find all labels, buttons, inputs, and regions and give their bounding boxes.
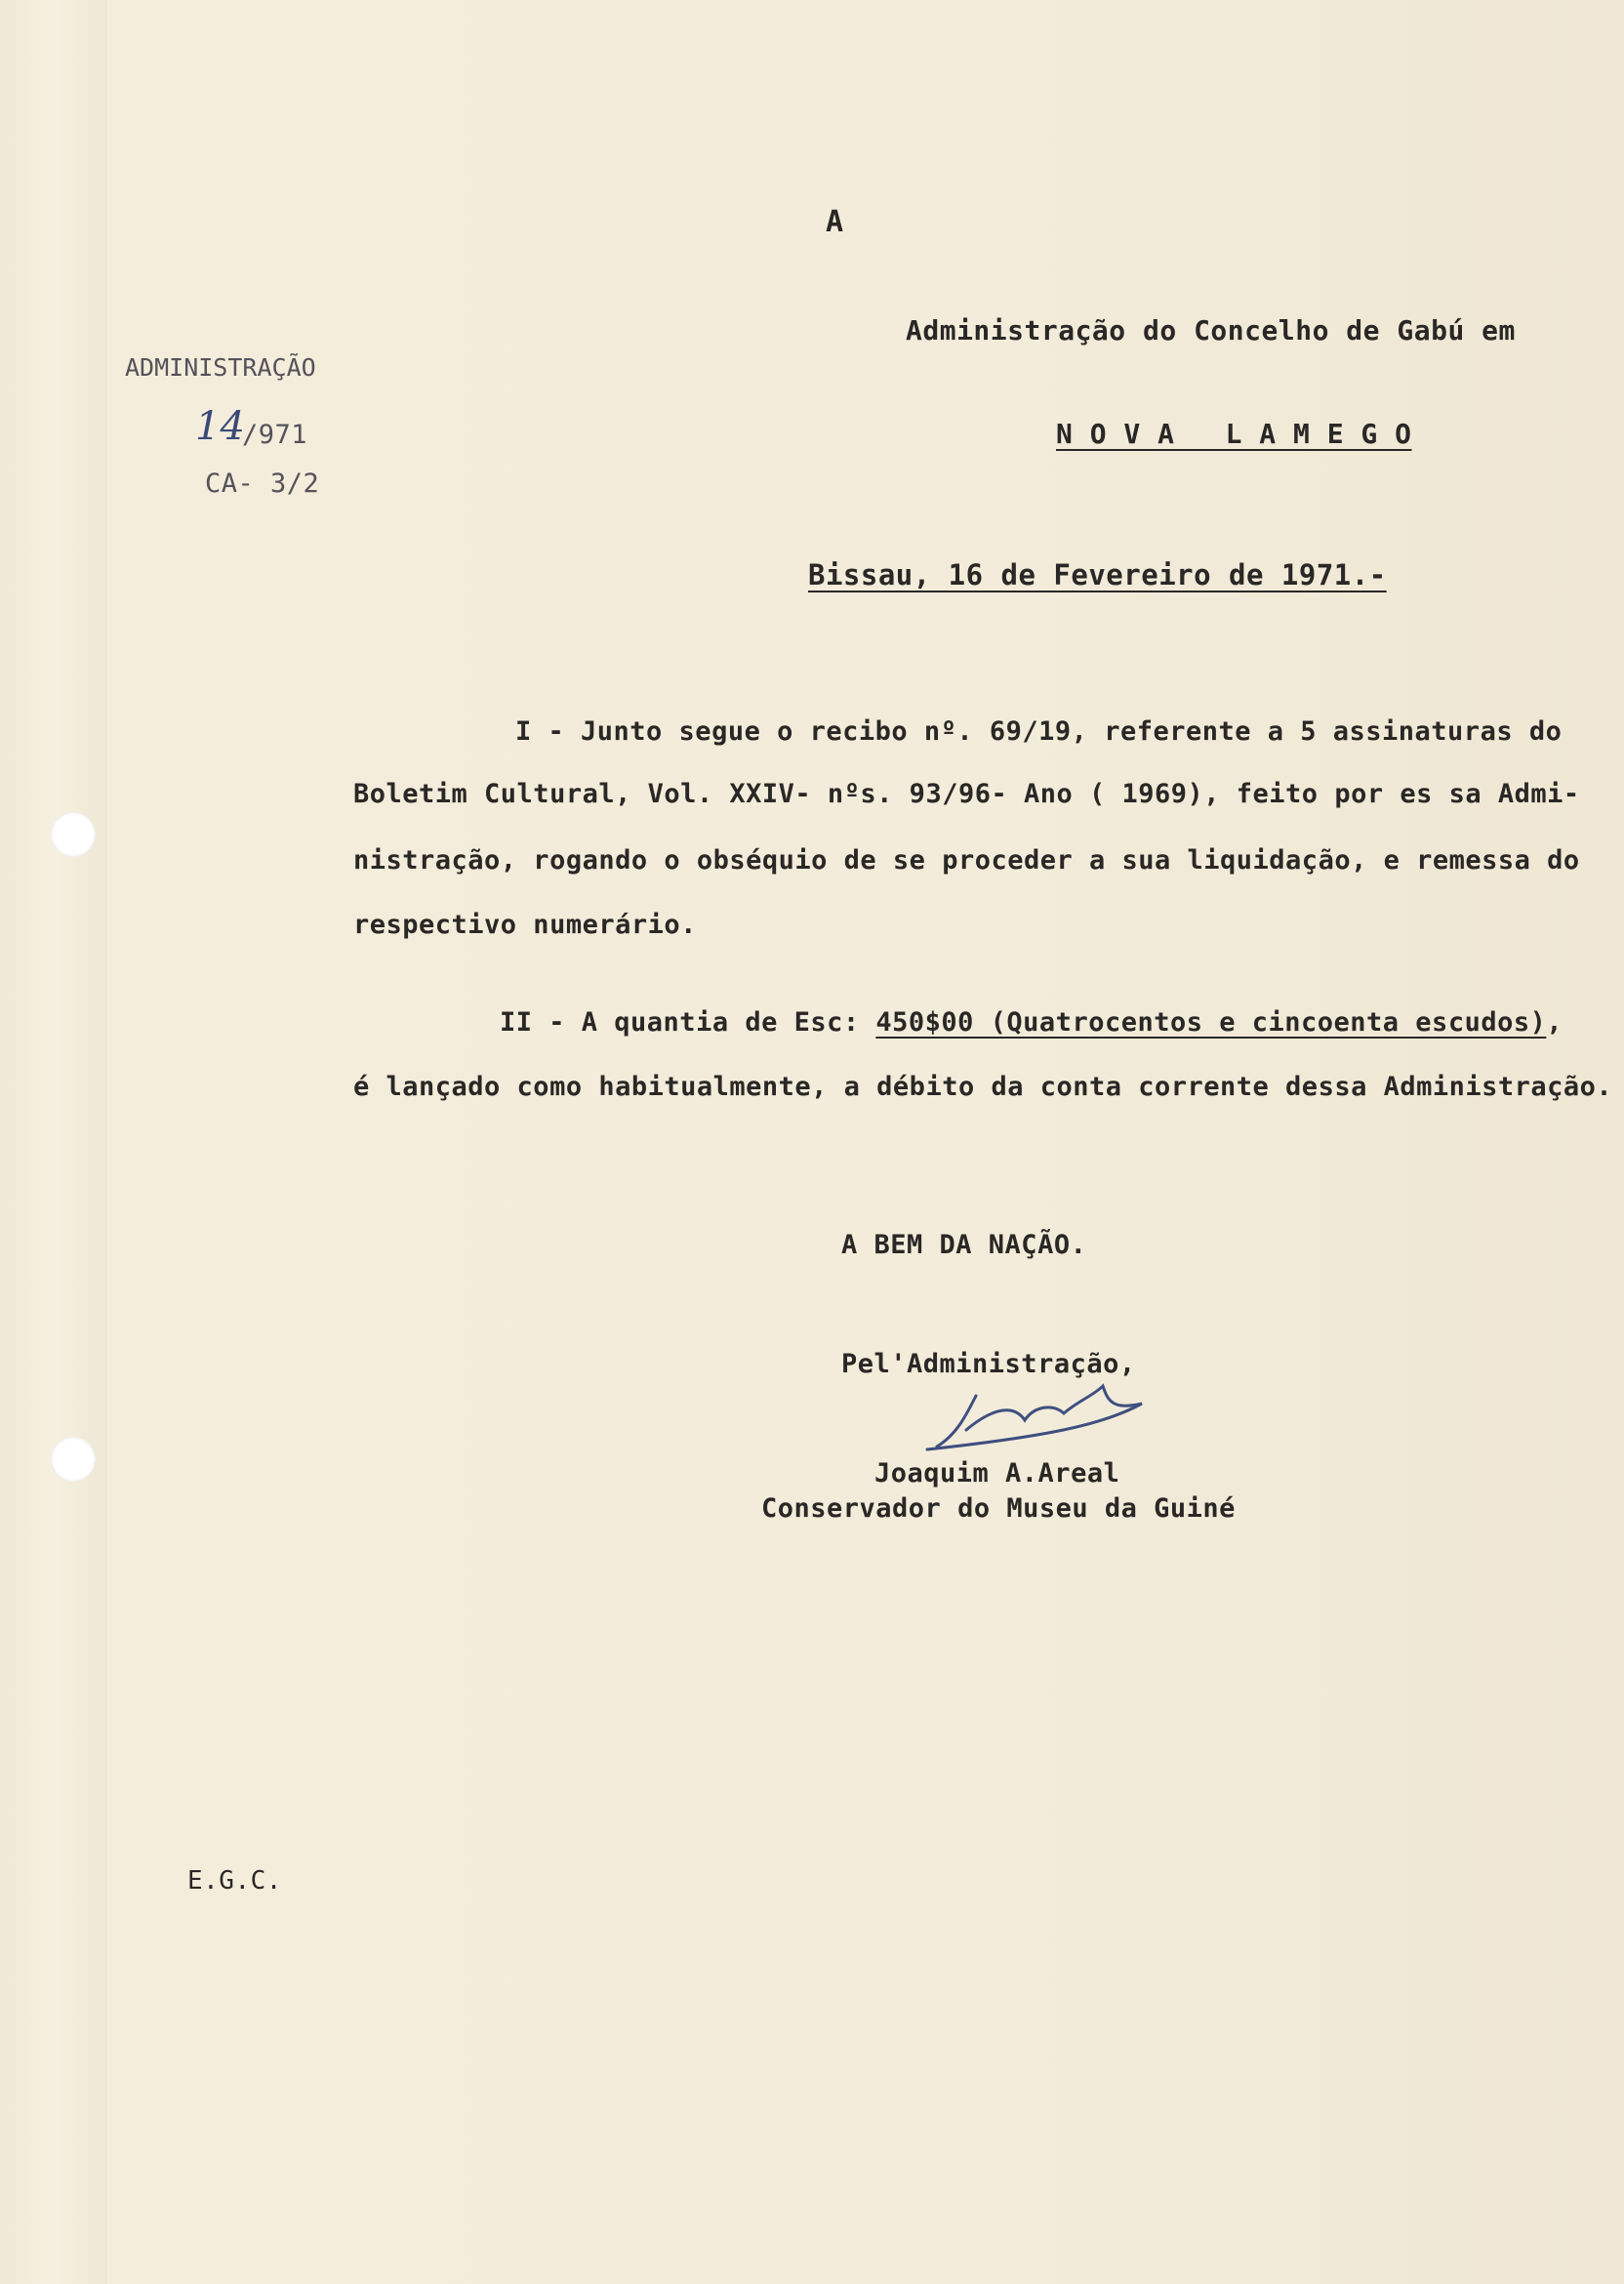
recipient-line-1: Administração do Concelho de Gabú em	[906, 314, 1516, 347]
on-behalf-line: Pel'Administração,	[841, 1349, 1136, 1379]
para1-line-3: nistração, rogando o obséquio de se proceder a sua liquidação, e remessa do	[353, 845, 1580, 876]
handwritten-signature	[908, 1376, 1161, 1464]
para1-line-2: Boletim Cultural, Vol. XXIV- nºs. 93/96- Ano ( 1969), feito por es sa Admi-	[353, 779, 1580, 809]
closing-motto: A BEM DA NAÇÃO.	[841, 1230, 1087, 1260]
para2-line-1	[500, 1007, 1593, 1038]
para2-prefix: II - A quantia de Esc:	[500, 1007, 876, 1038]
stamp-reference: CA- 3/2	[205, 469, 320, 499]
para1-line-4: respectivo numerário.	[353, 910, 697, 940]
para2-suffix: ,	[1546, 1007, 1563, 1038]
signer-name: Joaquim A.Areal	[874, 1458, 1120, 1489]
para1-line-1: I - Junto segue o recibo nº. 69/19, referente a 5 assinaturas do	[515, 716, 1563, 747]
stamp-number-suffix: /971	[242, 420, 308, 450]
salutation: A	[826, 205, 844, 239]
stamp-number-handwritten: 14	[195, 404, 245, 449]
recipient-line-2: N O V A L A M E G O	[1056, 418, 1412, 450]
left-margin-strip	[0, 0, 107, 2284]
punch-hole-bottom	[51, 1437, 96, 1482]
signer-title: Conservador do Museu da Guiné	[761, 1493, 1236, 1524]
date-line: Bissau, 16 de Fevereiro de 1971.-	[808, 558, 1387, 591]
punch-hole-top	[51, 812, 96, 857]
para2-amount: 450$00 (Quatrocentos e cincoenta escudos)	[875, 1007, 1547, 1038]
stamp-title: ADMINISTRAÇÃO	[125, 353, 316, 382]
footer-initials: E.G.C.	[187, 1866, 282, 1896]
para2-line-2: é lançado como habitualmente, a débito da conta corrente dessa Administração.	[353, 1072, 1613, 1102]
